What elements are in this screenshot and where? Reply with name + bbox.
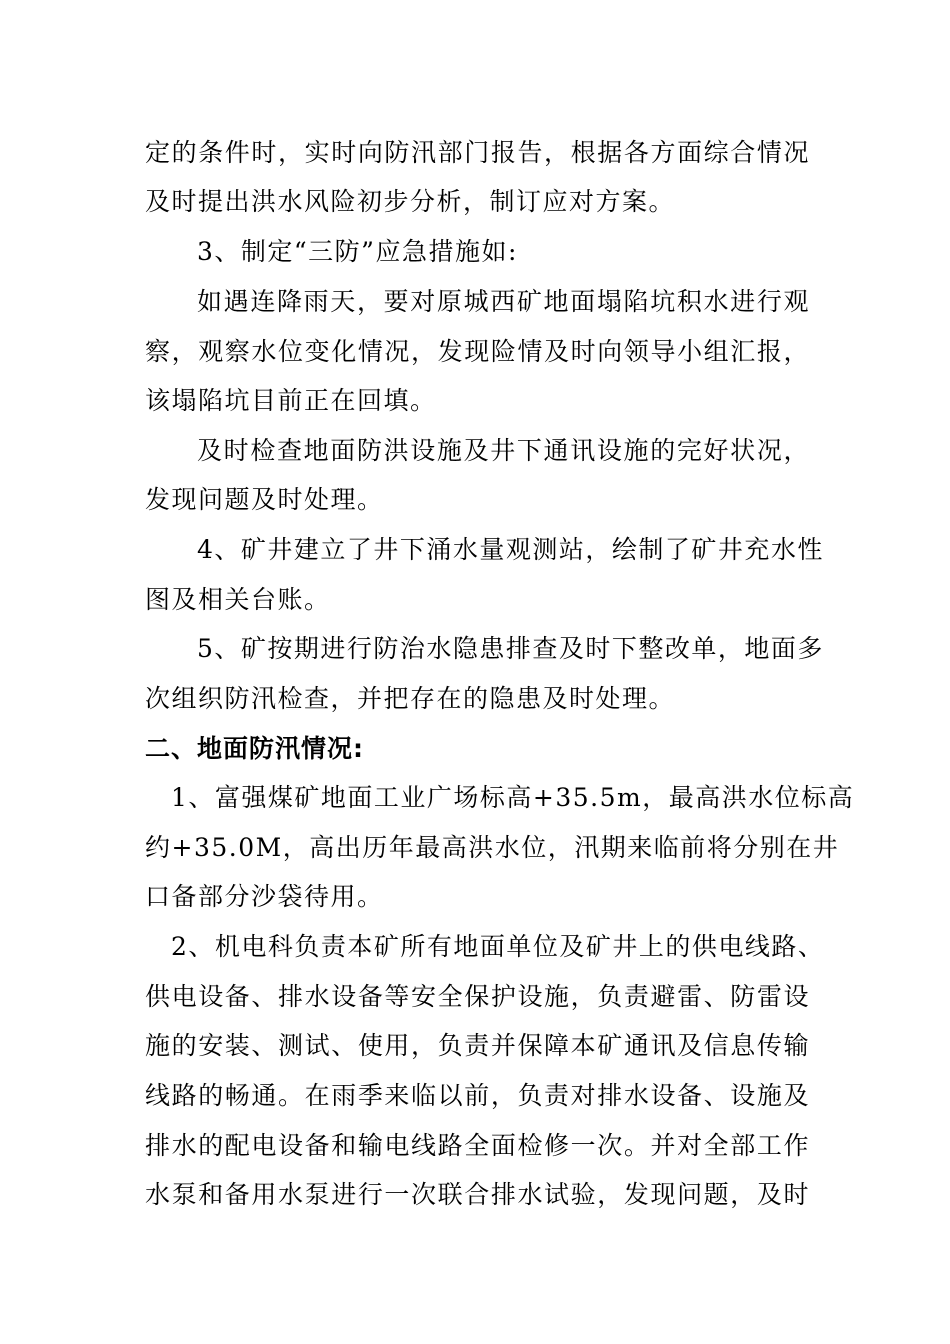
paragraph-line: 发现问题及时处理。 bbox=[145, 485, 384, 514]
paragraph-line: 察，观察水位变化情况，发现险情及时向领导小组汇报， bbox=[145, 337, 810, 366]
paragraph-line: 口备部分沙袋待用。 bbox=[145, 882, 384, 911]
paragraph-line: 5、矿按期进行防治水隐患排查及时下整改单，地面多 bbox=[197, 634, 824, 663]
paragraph-line: 次组织防汛检查，并把存在的隐患及时处理。 bbox=[145, 684, 676, 713]
paragraph-line: 供电设备、排水设备等安全保护设施，负责避雷、防雷设 bbox=[145, 982, 810, 1011]
paragraph-line: 水泵和备用水泵进行一次联合排水试验，发现问题，及时 bbox=[145, 1180, 810, 1209]
paragraph-line: 排水的配电设备和输电线路全面检修一次。并对全部工作 bbox=[145, 1131, 810, 1160]
paragraph-line: 线路的畅通。在雨季来临以前，负责对排水设备、设施及 bbox=[145, 1081, 810, 1110]
paragraph-line: 3、制定“三防”应急措施如: bbox=[197, 237, 518, 266]
paragraph-line: 及时检查地面防洪设施及井下通讯设施的完好状况， bbox=[197, 436, 810, 465]
paragraph-line: 该塌陷坑目前正在回填。 bbox=[145, 386, 437, 415]
paragraph-line: 及时提出洪水风险初步分析，制订应对方案。 bbox=[145, 187, 676, 216]
paragraph-line: 4、矿井建立了井下涌水量观测站，绘制了矿井充水性 bbox=[197, 535, 824, 564]
section-heading: 二、地面防汛情况: bbox=[145, 734, 364, 763]
paragraph-line: 施的安装、测试、使用，负责并保障本矿通讯及信息传输 bbox=[145, 1031, 810, 1060]
paragraph-line: 如遇连降雨天，要对原城西矿地面塌陷坑积水进行观 bbox=[197, 287, 810, 316]
paragraph-line: 图及相关台账。 bbox=[145, 585, 331, 614]
paragraph-line: 约+35.0M，高出历年最高洪水位，汛期来临前将分别在井 bbox=[145, 833, 840, 862]
paragraph-line: 2、机电科负责本矿所有地面单位及矿井上的供电线路、 bbox=[171, 932, 825, 961]
paragraph-line: 1、富强煤矿地面工业广场标高+35.5m，最高洪水位标高 bbox=[171, 783, 855, 812]
paragraph-line: 定的条件时，实时向防汛部门报告，根据各方面综合情况 bbox=[145, 138, 810, 167]
